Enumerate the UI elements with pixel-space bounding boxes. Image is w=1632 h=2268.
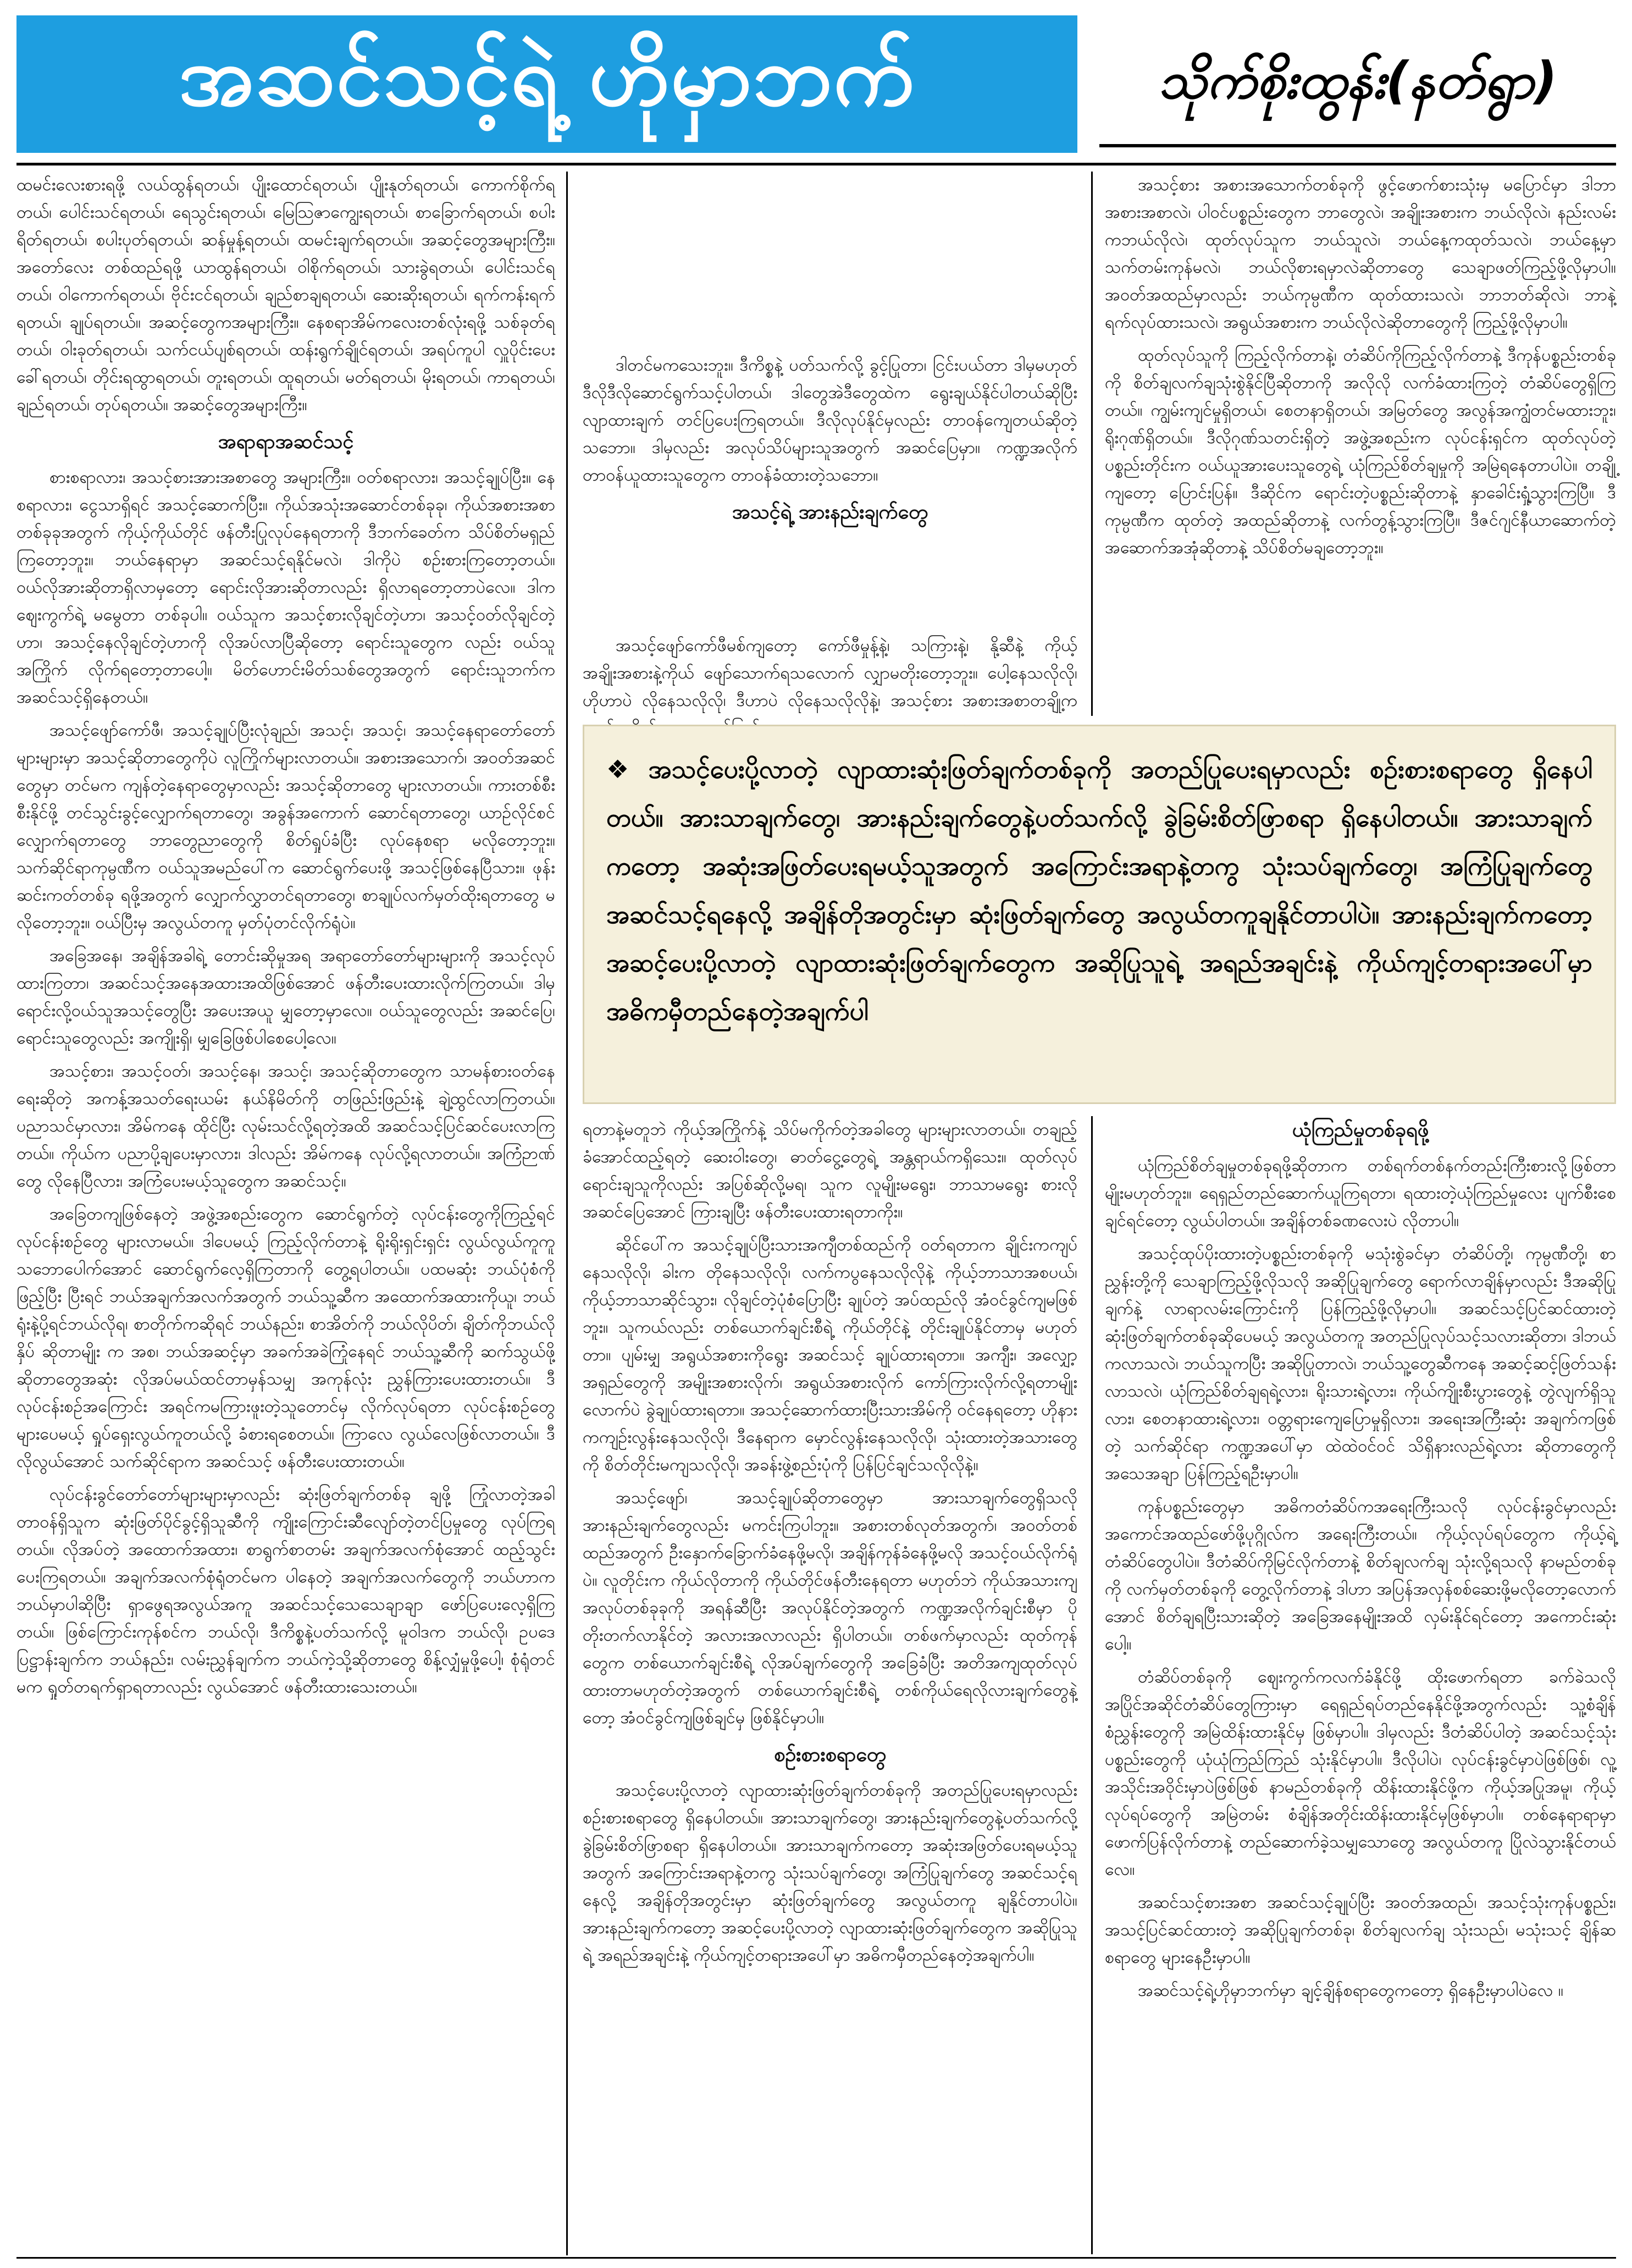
body-paragraph: အခြေတကျဖြစ်နေတဲ့ အဖွဲ့အစည်းတွေက ဆောင်ရွက်တဲ့ လုပ်ငန်းတွေကိုကြည့်ရင် လုပ်ငန်းစဉ်တွေ များလာမယ်။ ဒါပေမယ့် ကြည့်လိုက်တာနဲ့ ရိုးရိုးရှင်းရှင်း လွယ်လွယ်ကူကူ သဘောပေါက်အောင် ဆောင်ရွက်လေ့ရှိကြတာကို တွေ့ရပါတယ်။ ပထမဆုံး ဘယ်ပုံစံကိုဖြည့်ပြီး ပြီးရင် ဘယ်အချက်အလက်အတွက် ဘယ်သူ့ဆီက အထောက်အထားကိုယူ၊ ဘယ်ရုံးနဲ့ပို့ရင်ဘယ်လိုရ၊ စာတိုက်ကဆိုရင် ဘယ်နည်း၊ စာအိတ်ကို ဘယ်လိုပိတ်၊ ချိတ်ကိုဘယ်လိုနှိပ် ဆိုတာမျိုး က အစ၊ ဘယ်အဆင့်မှာ အခက်အခဲကြုံနေရင် ဘယ်သူ့ဆီကို ဆက်သွယ်ဖို့ဆိုတာတွေအဆုံး လိုအပ်မယ်ထင်တာမှန်သမျှ အကုန်လုံး ညွှန်ကြားပေးထားတယ်။ ဒီလုပ်ငန်းစဉ်အကြောင်း အရင်ကမကြားဖူးတဲ့သူတောင်မှ လိုက်လုပ်ရတာ လုပ်ငန်းစဉ်တွေ များပေမယ့် ရှုပ်ရှေးလွယ်ကူတယ်လို့ ခံစားရစေတယ်။ ကြာလေ လွယ်လေဖြစ်လာတယ်။ ဒီလိုလွယ်အောင် သက်ဆိုင်ရာက အဆင်သင့် ဖန်တီးပေးထားတယ်။ xyxy=(16,1205,555,1471)
article-title: အဆင်သင့်ရဲ့ ဟိုမှာဘက် xyxy=(179,28,915,124)
author-byline xyxy=(1099,16,1616,154)
bottom-border xyxy=(16,2257,1616,2259)
body-paragraph: ရတာနဲ့မတူဘဲ ကိုယ့်အကြိုက်နဲ့ သိပ်မကိုက်တဲ့အခါတွေ များများလာတယ်။ တချည့်ခံအောင်ထည့်ရတဲ့ ဆေးဝါးတွေ၊ ဓာတ်ငွေ့တွေရဲ့ အန္တရာယ်ကရှိသေး။ ထုတ်လုပ်ရောင်းချသူကိုလည်း အပြစ်ဆိုလို့မရ၊ သူက လူမျိုးမရွေး၊ ဘာသာမရွေး စားလိုအဆင်ပြေအောင် ကြားချပြီး ဖန်တီးပေးထားရတာကိုး။ xyxy=(583,1120,1077,1222)
diamond-bullet-icon: ❖ xyxy=(606,754,640,784)
body-paragraph: ဆိုင်ပေါ်က အသင့်ချုပ်ပြီးသားအကျီတစ်ထည်ကို ဝတ်ရတာက ချိုင်းကကျပ်နေသလိုလို၊ ခါးက တိုနေသလိုလို၊ လက်ကပွနေသလိုလိုနဲ့ ကိုယ့်ဘာသာအစပယ်၊ ကိုယ့်ဘာသာဆိုင်သွား၊ လိုချင်တဲ့ပုံစံပြောပြီး ချုပ်တဲ့ အပ်ထည်လို အံဝင်ခွင်ကျမဖြစ်ဘူး။ သူကယ်လည်း တစ်ယောက်ချင်းစီရဲ့ ကိုယ်တိုင်နဲ့ တိုင်းချုပ်နိုင်တာမှ မဟုတ်တာ။ ပျမ်းမျှ အရွယ်အစားကိုရွေး အဆင်သင့် ချုပ်ထားရတာ။ အကျီး၊ အလျှော့ အရှည်တွေကို အမျိုးအစားလိုက်၊ အရွယ်အစားလိုက် ကော်ကြားလိုက်လို့ရတာမျိုးလောက်ပဲ ခွဲချုပ်ထားရတာ။ အသင့်ဆောက်ထားပြီးသားအိမ်ကို ဝင်နေရတော့ ဟိုနားကကျဉ်းလွန်းနေသလိုလို၊ ဒီနေရာက မှောင်လွန်းနေသလိုလို၊ သုံးထားတဲ့အသားတွေကို စိတ်တိုင်းမကျသလိုလို၊ အခန်းဖွဲ့စည်းပုံကို ပြန်ပြင်ချင်သလိုလိုနဲ့။ xyxy=(583,1235,1077,1475)
body-paragraph: အသင့်ထုပ်ပိုးထားတဲ့ပစ္စည်းတစ်ခုကို မသုံးစွဲခင်မှာ တံဆိပ်တို့၊ ကုမ္ပဏီတို့၊ စာညွှန်းတို့ကို သေချာကြည့်ဖို့လိုသလို အဆိုပြုချက်တွေ ရောက်လာချိန်မှာလည်း ဒီအဆိုပြုချက်နဲ့ လာရာလမ်းကြောင်းကို ပြန်ကြည့်ဖို့လိုမှာပါ။ အဆင်သင့်ပြင်ဆင်ထားတဲ့ ဆုံးဖြတ်ချက်တစ်ခုဆိုပေမယ့် အလွယ်တကူ အတည်ပြုလုပ်သင့်သလားဆိုတာ၊ ဒါဘယ်ကလာသလဲ၊ ဘယ်သူကပြီး အဆိုပြုတာလဲ၊ ဘယ်သူ့တွေဆီကနေ အဆင့်ဆင့်ဖြတ်သန်းလာသလဲ၊ ယုံကြည်စိတ်ချရရဲ့လား၊ ရိုးသားရဲ့လား၊ ကိုယ်ကျိုးစီးပွားတွေနဲ့ တွဲလျက်ရှိသူလား၊ စေတနာထားရဲ့လား၊ ဝတ္တရားကျေပြောမှုရှိလား၊ အရေးအကြီးဆုံး အချက်ကဖြစ်တဲ့ သက်ဆိုင်ရာ ကဏ္ဍအပေါ်မှာ ထဲထဲဝင်ဝင် သိရှိနားလည်ရဲ့လား ဆိုတာတွေကို အသေအချာ ပြန်ကြည့်ရဦးမှာပါ။ xyxy=(1105,1244,1616,1483)
section-heading: အသင့်ရဲ့ အားနည်းချက်တွေ xyxy=(732,501,928,523)
body-paragraph: အသင့်ပေးပို့လာတဲ့ လျာထားဆုံးဖြတ်ချက်တစ်ခုကို အတည်ပြုပေးရမှာလည်း စဉ်းစားစရာတွေ ရှိနေပါတယ်။ အားသာချက်တွေ၊ အားနည်းချက်တွေနဲ့ပတ်သက်လို့ ခွဲခြမ်းစိတ်ဖြာစရာ ရှိနေပါတယ်။ အားသာချက်ကတော့ အဆုံးအဖြတ်ပေးရမယ့်သူအတွက် အကြောင်းအရာနဲ့တကွ သုံးသပ်ချက်တွေ၊ အကြံပြုချက်တွေ အဆင်သင့်ရနေလို့ အချိန်တိုအတွင်းမှာ ဆုံးဖြတ်ချက်တွေ အလွယ်တကူ ချနိုင်တာပါပဲ။ အားနည်းချက်ကတော့ အဆင့်ပေးပို့လာတဲ့ လျာထားဆုံးဖြတ်ချက်တွေက အဆိုပြုသူရဲ့ အရည်အချင်းနဲ့ ကိုယ်ကျင့်တရားအပေါ်မှာ အဓိကမှီတည်နေတဲ့အချက်ပါ။ xyxy=(583,1781,1077,1965)
column-2-bottom xyxy=(583,1116,1077,2254)
column-divider xyxy=(1091,172,1093,716)
pull-quote-box xyxy=(583,725,1616,1104)
body-paragraph: အသင့်ဖျော်ကော်ဖီ၊ အသင့်ချုပ်ပြီးလုံချည်၊ အသင့်၊ အသင့်၊ အသင့်နေရာတော်တော်များများမှာ အသင့်ဆိုတာတွေကိုပဲ လူကြိုက်များလာတယ်။ အစားအသောက်၊ အဝတ်အဆင်တွေမှာ တင်မက ကျန်တဲ့နေရာတွေမှာလည်း အသင့်ဆိုတာတွေ များလာတယ်။ ကားတစ်စီး စီးနိုင်ဖို့ တင်သွင်းခွင့်လျှောက်ရတာတွေ၊ အခွန်အကောက် ဆောင်ရတာတွေ၊ ယာဉ်လိုင်စင်လျှောက်ရတာတွေ ဘာတွေညာတွေကို စိတ်ရှုပ်ခံပြီး လုပ်နေစရာ မလိုတော့ဘူး။ သက်ဆိုင်ရာကုမ္ပဏီက ဝယ်သူအမည်ပေါ်က ဆောင်ရွက်ပေးဖို့ အသင့်ဖြစ်နေပြီသား။ ဖုန်းဆင်းကတ်တစ်ခု ရဖို့အတွက် လျှောက်လွှာတင်ရတာတွေ၊ စာချုပ်လက်မှတ်ထိုးရတာတွေ မလိုတော့ဘူး။ ဝယ်ပြီးမှ အလွယ်တကူ မှတ်ပုံတင်လိုက်ရုံပဲ။ xyxy=(16,721,555,932)
author-name: သိုက်စိုးထွန်း(နတ်ရွာ) xyxy=(1158,51,1557,110)
body-paragraph: တံဆိပ်တစ်ခုကို ဈေးကွက်ကလက်ခံနိုင်ဖို့ ထိုးဖောက်ရတာ ခက်ခဲသလို အပြိုင်အဆိုင်တံဆိပ်တွေကြားမှာ ရေရှည်ရပ်တည်နေနိုင်ဖို့အတွက်လည်း သူ့စံချိန်စံညွှန်းတွေကို အမြဲထိန်းထားနိုင်မှ ဖြစ်မှာပါ။ ဒါမှလည်း ဒီတံဆိပ်ပါတဲ့ အဆင်သင့်သုံးပစ္စည်းတွေကို ယုံယုံကြည်ကြည် သုံးနိုင်မှာပါ။ ဒီလိုပါပဲ၊ လုပ်ငန်းခွင်မှာပဲဖြစ်ဖြစ်၊ လူ့အသိုင်းအဝိုင်းမှာပဲဖြစ်ဖြစ် နာမည်တစ်ခုကို ထိန်းထားနိုင်ဖို့က ကိုယ့်အပြုအမူ၊ ကိုယ့်လုပ်ရပ်တွေကို အမြဲတမ်း စံချိန်အတိုင်းထိန်းထားနိုင်မှဖြစ်မှာပါ။ တစ်နေရာရာမှာ ဖောက်ပြန်လိုက်တာနဲ့ တည်ဆောက်ခဲ့သမျှသောတွေ အလွယ်တကူ ပြိုလဲသွားနိုင်တယ်လေ။ xyxy=(1105,1668,1616,1879)
intro-paragraph: ထမင်းလေးစားရဖို့ လယ်ထွန်ရတယ်၊ ပျိုးထောင်ရတယ်၊ ပျိုးနုတ်ရတယ်၊ ကောက်စိုက်ရတယ်၊ ပေါင်းသင်ရတယ်၊ ရေသွင်းရတယ်၊ မြေဩဇာကျွေးရတယ်၊ စာခြောက်ရတယ်၊ စပါးရိတ်ရတယ်၊ စပါးပုတ်ရတယ်၊ ဆန်မှုန့်ရတယ်၊ ထမင်းချက်ရတယ်။ အဆင့်တွေအများကြီး။ အတော်လေး တစ်ထည်ရဖို့ ယာထွန်ရတယ်၊ ဝါစိုက်ရတယ်၊ သားခွဲရတယ်၊ ပေါင်းသင်ရတယ်၊ ဝါကောက်ရတယ်၊ ဗိုင်းငင်ရတယ်၊ ချည်စာချရတယ်၊ ဆေးဆိုးရတယ်၊ ရက်ကန်းရက်ရတယ်၊ ချုပ်ရတယ်။ အဆင့်တွေကအများကြီး။ နေစရာအိမ်ကလေးတစ်လုံးရဖို့ သစ်ခုတ်ရတယ်၊ ဝါးခုတ်ရတယ်၊ သက်ငယ်ပျစ်ရတယ်၊ ထန်းရွက်ချိုင်ရတယ်၊ အရပ်ကူပါ လှူပိုင်းပေး ခေါ်ရတယ်၊ တိုင်းရထွာရတယ်၊ တူးရတယ်၊ ထူရတယ်၊ မတ်ရတယ်၊ မိုးရတယ်၊ ကာရတယ်၊ ချည်ရတယ်၊ တုပ်ရတယ်။ အဆင့်တွေအများကြီး။ xyxy=(16,175,555,415)
article-title-box xyxy=(16,15,1077,153)
column-1 xyxy=(16,172,555,2255)
section-heading: အရာရာအဆင်သင့် xyxy=(218,431,354,453)
body-paragraph: ဒါတင်မကသေးဘူး။ ဒီကိစ္စနဲ့ ပတ်သက်လို့ ခွင့်ပြုတာ၊ ငြင်းပယ်တာ ဒါမှမဟုတ် ဒီလိုဒီလိုဆောင်ရွက်သင့်ပါတယ်၊ ဒါတွေအဲဒီတွေထဲက ရွေးချယ်နိုင်ပါတယ်ဆိုပြီး လျာထားချက် တင်ပြပေးကြရတယ်။ ဒီလိုလုပ်နိုင်မှလည်း တာဝန်ကျေတယ်ဆိုတဲ့သဘော။ ဒါမှလည်း အလုပ်သိပ်များသူအတွက် အဆင်ပြေမှာ။ ကဏ္ဍအလိုက် တာဝန်ယူထားသူတွေက တာဝန်ခံထားတဲ့သဘော။ xyxy=(583,356,1077,485)
column-2-upper xyxy=(583,352,1077,627)
column-3-top xyxy=(1105,172,1616,716)
body-paragraph: အဆင်သင့်ရဲ့ဟိုမှာဘက်မှာ ချင့်ချိန်စရာတွေကတော့ ရှိနေဦးမှာပါပဲလေ ။ xyxy=(1138,1981,1564,2000)
body-paragraph: လုပ်ငန်းခွင်တော်တော်များများမှာလည်း ဆုံးဖြတ်ချက်တစ်ခု ချဖို့ ကြုံလာတဲ့အခါ တာဝန်ရှိသူက ဆုံးဖြတ်ပိုင်ခွင့်ရှိသူဆီကို ကျိုးကြောင်းဆီလျော်တဲ့တင်ပြမှုတွေ လုပ်ကြရတယ်။ လိုအပ်တဲ့ အထောက်အထား၊ စာရွက်စာတမ်း အချက်အလက်စုံအောင် ထည့်သွင်းပေးကြရတယ်။ အချက်အလက်စုံရုံတင်မက ပါနေတဲ့ အချက်အလက်တွေကို ဘယ်ဟာက ဘယ်မှာပါဆိုပြီး ရှာဖွေရအလွယ်အကူ အဆင်သင့်သေသေချာချာ ဖော်ပြပေးလေ့ရှိကြတယ်။ ဖြစ်ကြောင်းကုန်စင်က ဘယ်လို၊ ဒီကိစ္စနဲ့ပတ်သက်လို့ မူဝါဒက ဘယ်လို၊ ဥပဒေပြဋ္ဌာန်းချက်က ဘယ်နည်း၊ လမ်းညွှန်ချက်က ဘယ်ကဲ့သို့ဆိုတာတွေ စိန့်လျှံမှုဖို့ပေါ့၊ စုံရုံတင်မက ရှုတ်တရက်ရှာရတာလည်း လွယ်အောင် ဖန်တီးထားသေးတယ်။ xyxy=(16,1485,555,1697)
body-paragraph: အဆင်သင့်စားအစာ အဆင်သင့်ချုပ်ပြီး အဝတ်အထည်၊ အသင့်သုံးကုန်ပစ္စည်း၊ အသင့်ပြင်ဆင်ထားတဲ့ အဆိုပြုချက်တစ်ခု၊ စိတ်ချလက်ချ သုံးသည်၊ မသုံးသင့် ချိန်ဆစရာတွေ များနေဦးမှာပါ။ xyxy=(1105,1893,1616,1967)
body-paragraph: အသင့်ဖျော်၊ အသင့်ချုပ်ဆိုတာတွေမှာ အားသာချက်တွေရှိသလို အားနည်းချက်တွေလည်း မကင်းကြပါဘူး။ အစားတစ်လုတ်အတွက်၊ အဝတ်တစ်ထည်အတွက် ဦးနှောက်ခြောက်ခံနေဖို့မလို၊ အချိန်ကုန်ခံနေဖို့မလို အသင့်ဝယ်လိုက်ရုံပဲ။ လူတိုင်းက ကိုယ်လိုတာကို ကိုယ်တိုင်ဖန်တီးနေရတာ မဟုတ်ဘဲ ကိုယ်အသားကျ အလုပ်တစ်ခုခုကို အရန်ဆီပြီး အလုပ်နိုင်တဲ့အတွက် ကဏ္ဍအလိုက်ချင်းစီမှာ ပိုတိုးတက်လာနိုင်တဲ့ အလားအလာလည်း ရှိပါတယ်။ တစ်ဖက်မှာလည်း ထုတ်ကုန်တွေက တစ်ယောက်ချင်းစီရဲ့ လိုအပ်ချက်တွေကို အခြေခံပြီး အတိအကျထုတ်လုပ်ထားတာမဟုတ်တဲ့အတွက် တစ်ယောက်ချင်းစီရဲ့ တစ်ကိုယ်ရေလိုလားချက်တွေနဲ့တော့ အံဝင်ခွင်ကျဖြစ်ချင်မှ ဖြစ်နိုင်မှာပါ။ xyxy=(583,1488,1077,1728)
body-paragraph: အသင့်စား အစားအသောက်တစ်ခုကို ဖွင့်ဖောက်စားသုံးမှ မပြောင်မှာ ဒါဘာအစားအစာလဲ၊ ပါဝင်ပစ္စည်းတွေက ဘာတွေလဲ၊ အချိုးအစားက ဘယ်လိုလဲ၊ နည်းလမ်းကဘယ်လိုလဲ၊ ထုတ်လုပ်သူက ဘယ်သူလဲ၊ ဘယ်နေ့ကထုတ်သလဲ၊ ဘယ်နေ့မှာ သက်တမ်းကုန်မလဲ၊ ဘယ်လိုစားရမှာလဲဆိုတာတွေ သေချာဖတ်ကြည့်ဖို့လိုမှာပါ။ အဝတ်အထည်မှာလည်း ဘယ်ကုမ္ပဏီက ထုတ်ထားသလဲ၊ ဘာဘတ်ဆိုလဲ၊ ဘာနဲ့ရက်လုပ်ထားသလဲ၊ အရွယ်အစားက ဘယ်လိုလဲဆိုတာတွေကို ကြည့်ဖို့လိုမှာပါ။ xyxy=(1105,175,1616,332)
body-paragraph: ယုံကြည်စိတ်ချမှုတစ်ခုရဖို့ဆိုတာက တစ်ရက်တစ်နက်တည်းကြီးစားလို့ဖြစ်တာမျိုးမဟုတ်ဘူး။ ရေရှည်တည်ဆောက်ယူကြရတာ၊ ရထားတဲ့ယုံကြည်မှုလေး ပျက်စီးစေချင်ရင်တော့ လွယ်ပါတယ်။ အချိန်တစ်ခဏလေးပဲ လိုတာပါ။ xyxy=(1105,1156,1616,1230)
body-paragraph: စားစရာလား၊ အသင့်စားအားအစာတွေ အများကြီး။ ဝတ်စရာလား၊ အသင့်ချုပ်ပြီး။ နေစရာလား၊ ငွေသာရှိရင် အသင့်ဆောက်ပြီး။ ကိုယ်အသုံးအဆောင်တစ်ခုခု၊ ကိုယ်အစားအစာတစ်ခုခုအတွက် ကိုယ့်ကိုယ်တိုင် ဖန်တီးပြုလုပ်နေရတာကို ဒီဘက်ခေတ်က သိပ်စိတ်မရှည်ကြတော့ဘူး။ ဘယ်နေရာမှာ အဆင်သင့်ရနိုင်မလဲ၊ ဒါကိုပဲ စဉ်းစားကြတော့တယ်။ ဝယ်လိုအားဆိုတာရှိလာမှတော့ ရောင်းလိုအားဆိုတာလည်း ရှိလာရတော့တာပဲလေ။ ဒါက ဈေးကွက်ရဲ့ မမွေတာ တစ်ခုပါ။ ဝယ်သူက အသင့်စားလိုချင်တဲ့ဟာ၊ အသင့်ဝတ်လိုချင်တဲ့ဟာ၊ အသင့်နေလိုချင်တဲ့ဟာကို လိုအပ်လာပြီဆိုတော့ ရောင်းသူတွေက လည်း ဝယ်သူအကြိုက် လိုက်ရတော့တာပေါ့။ မိတ်ဟောင်းမိတ်သစ်တွေအတွက် ရောင်းသူဘက်က အဆင်သင့်ရှိနေတယ်။ xyxy=(16,468,555,707)
section-heading: စဉ်းစားစရာတွေ xyxy=(774,1743,886,1766)
body-paragraph: ကုန်ပစ္စည်းတွေမှာ အဓိကတံဆိပ်ကအရေးကြီးသလို လုပ်ငန်းခွင်မှာလည်း အကောင်အထည်ဖော်ဖို့ပုဂ္ဂိုလ်က အရေးကြီးတယ်။ ကိုယ့်လုပ်ရပ်တွေက ကိုယ့်ရဲ့တံဆိပ်တွေပါပဲ။ ဒီတံဆိပ်ကိုမြင်လိုက်တာနဲ့ စိတ်ချလက်ချ သုံးလို့ရသလို နာမည်တစ်ခုကို လက်မှတ်တစ်ခုကို တွေ့လိုက်တာနဲ့ ဒါဟာ အပြန်အလှန်စစ်ဆေးဖို့မလိုတော့လောက်အောင် စိတ်ချရပြီးသားဆိုတဲ့ အခြေအနေမျိုးအထိ လှမ်းနိုင်ရင်တော့ အကောင်းဆုံးပေါ့။ xyxy=(1105,1497,1616,1654)
body-paragraph: အသင့်ဖျော်ကော်ဖီမစ်ကျတော့ ကော်ဖီမှုန့်နဲ့၊ သကြားနဲ့၊ နို့ဆီနဲ့ ကိုယ့်အချိုးအစားနဲ့ကိုယ် ဖျော်သောက်ရသလောက် လျှာမတိုးတော့ဘူး။ ပေါ့နေသလိုလို၊ ဟိုဟာပဲ လိုနေသလိုလို၊ ဒီဟာပဲ လိုနေသလိုလိုနဲ့၊ အသင့်စား အစားအစာတချို့က xyxy=(583,636,1077,710)
column-divider xyxy=(1091,1116,1093,2254)
body-paragraph: ထုတ်လုပ်သူကို ကြည့်လိုက်တာနဲ့၊ တံဆိပ်ကိုကြည့်လိုက်တာနဲ့ ဒီကုန်ပစ္စည်းတစ်ခုကို စိတ်ချလက်ချသုံးစွဲနိုင်ပြီဆိုတာကို အလိုလို လက်ခံထားကြတဲ့ တံဆိပ်တွေရှိကြတယ်။ ကျွမ်းကျင်မှုရှိတယ်၊ စေတနာရှိတယ်၊ အမြတ်တွေ အလွန်အကျွံတင်မထားဘူး၊ ရိုးဂုဏ်ရှိတယ်။ ဒီလိုဂုဏ်သတင်းရှိတဲ့ အဖွဲ့အစည်းက လုပ်ငန်းရှင်က ထုတ်လုပ်တဲ့ပစ္စည်းတိုင်းက ဝယ်ယူအားပေးသူတွေရဲ့ ယုံကြည်စိတ်ချမှုကို အမြဲရနေတာပါပဲ။ တချို့ကျတော့ ပြောင်းပြန်။ ဒီဆိုင်က ရောင်းတဲ့ပစ္စည်းဆိုတာနဲ့ နှာခေါင်းရှုံ့သွားကြပြီ။ ဒီကုမ္ပဏီက ထုတ်တဲ့ အထည်ဆိုတာနဲ့ လက်တွန့်သွားကြပြီ။ ဒီဇင်ဂျင်နီယာဆောက်တဲ့ အဆောက်အအုံဆိုတာနဲ့ သိပ်စိတ်မချတော့ဘူး။ xyxy=(1105,346,1616,558)
pull-quote-text: အသင့်ပေးပို့လာတဲ့ လျာထားဆုံးဖြတ်ချက်တစ်ခုကို အတည်ပြုပေးရမှာလည်း စဉ်းစားစရာတွေ ရှိနေပါတယ်။ အားသာချက်တွေ၊ အားနည်းချက်တွေနဲ့ပတ်သက်လို့ ခွဲခြမ်းစိတ်ဖြာစရာ ရှိနေပါတယ်။ အားသာချက်ကတော့ အဆုံးအဖြတ်ပေးရမယ့်သူအတွက် အကြောင်းအရာနဲ့တကွ သုံးသပ်ချက်တွေ၊ အကြံပြုချက်တွေ အဆင်သင့်ရနေလို့ အချိန်တိုအတွင်းမှာ ဆုံးဖြတ်ချက်တွေ အလွယ်တကူချနိုင်တာပါပဲ။ အားနည်းချက်ကတော့ အဆင့်ပေးပို့လာတဲ့ လျာထားဆုံးဖြတ်ချက်တွေက အဆိုပြုသူရဲ့ အရည်အချင်းနဲ့ ကိုယ်ကျင့်တရားအပေါ်မှာ အဓိကမှီတည်နေတဲ့အချက်ပါ xyxy=(606,754,1592,1026)
column-2-top xyxy=(583,632,1077,720)
column-divider xyxy=(566,172,568,2255)
author-underline xyxy=(1099,144,1616,147)
body-paragraph: အသင့်စား၊ အသင့်ဝတ်၊ အသင့်နေ၊ အသင့်၊ အသင့်ဆိုတာတွေက သာမန်စားဝတ်နေရေးဆိုတဲ့ အကန့်အသတ်ရေးယမ်း နယ်နိမိတ်ကို တဖြည်းဖြည်းနဲ့ ချဲ့ထွင်လာကြတယ်။ ပညာသင်မှာလား၊ အိမ်ကနေ ထိုင်ပြီး လုမ်းသင်လို့ရတဲ့အထိ အဆင်သင့်ပြင်ဆင်ပေးလာကြတယ်။ ကိုယ်က ပညာပို့ချပေးမှာလား၊ ဒါလည်း အိမ်ကနေ လုပ်လို့ရလာတယ်။ အကြံဉာဏ်တွေ လိုနေပြီလား၊ အကြံပေးမယ့်သူတွေက အဆင်သင့်။ xyxy=(16,1062,555,1191)
column-3-bottom xyxy=(1105,1116,1616,2254)
header-divider xyxy=(16,163,1616,165)
body-paragraph: အခြေအနေ၊ အချိန်အခါရဲ့ တောင်းဆိုမှုအရ အရာတော်တော်များများကို အသင့်လုပ်ထားကြတာ၊ အဆင်သင့်အနေအထားအထိဖြစ်အောင် ဖန်တီးပေးထားလိုက်ကြတယ်။ ဒါမှ ရောင်းလို့ဝယ်သူအသင့်တွေပြီး အပေးအယူ မျှတော့မှာလေ။ ဝယ်သူတွေလည်း အဆင်ပြေ၊ ရောင်းသူတွေလည်း အကျိုးရှိ၊ မျှခြေဖြစ်ပါစေပေါ့လေ။ xyxy=(16,946,555,1048)
section-heading: ယုံကြည်မှုတစ်ခုရဖို့ xyxy=(1292,1119,1429,1141)
